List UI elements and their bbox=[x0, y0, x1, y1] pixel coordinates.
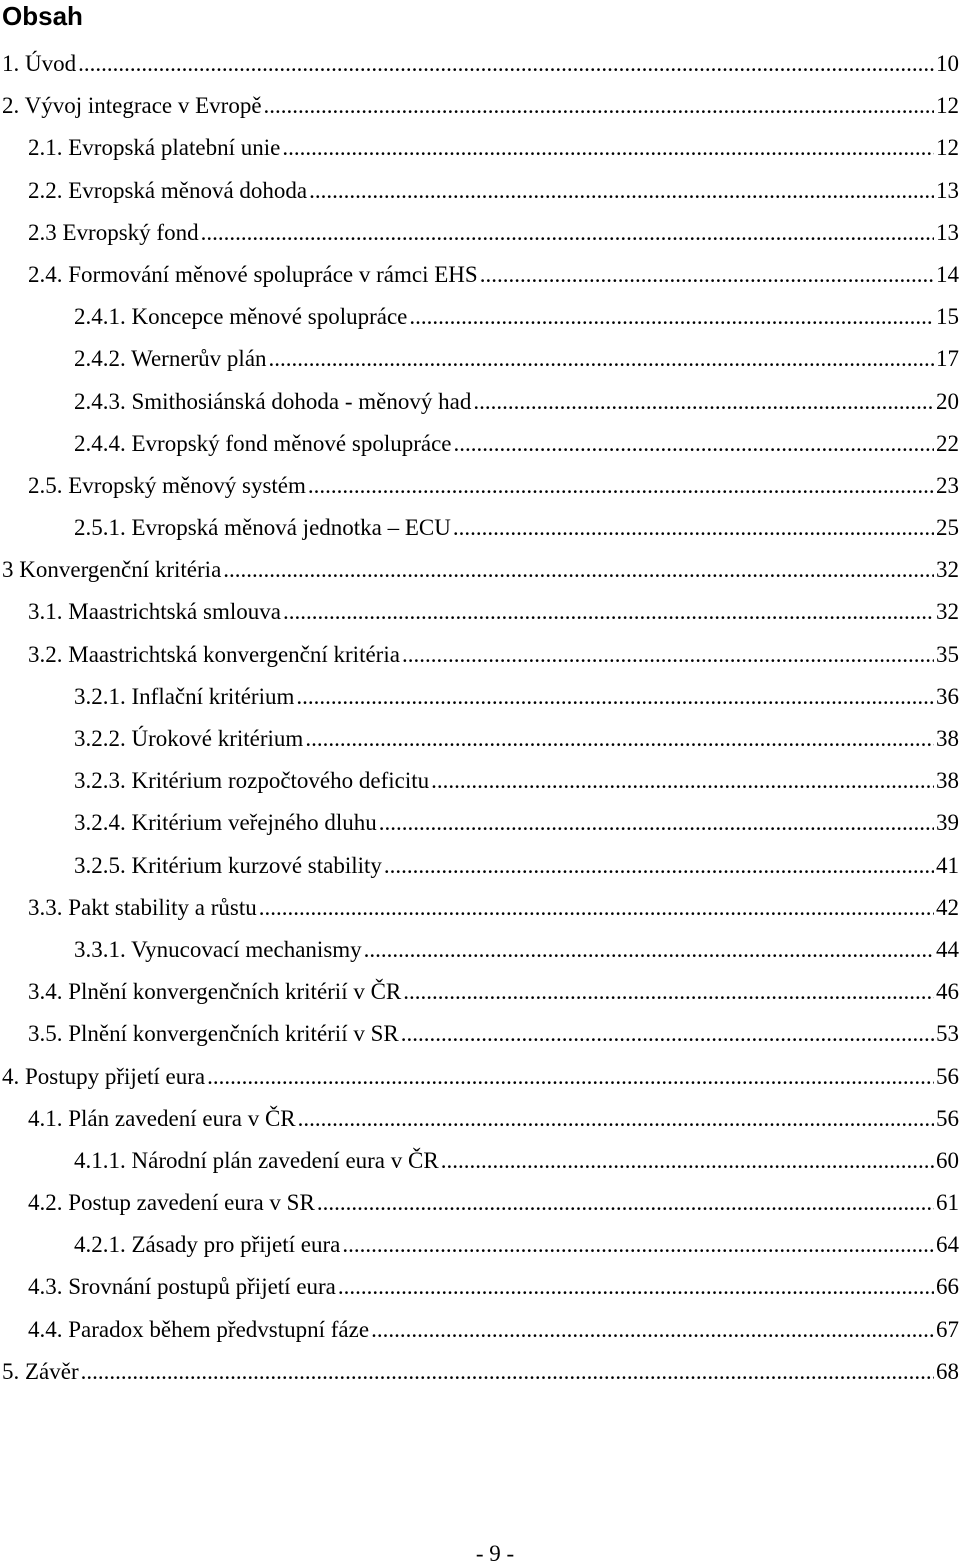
toc-entry-page: 56 bbox=[936, 1105, 959, 1131]
toc-entry[interactable] bbox=[0, 676, 960, 718]
toc-entry-label: 2.3 Evropský fond bbox=[28, 219, 199, 245]
toc-entry[interactable] bbox=[0, 423, 960, 465]
toc-dot-leader bbox=[264, 85, 934, 127]
toc-dot-leader bbox=[282, 127, 934, 169]
toc-entry-label: 2. Vývoj integrace v Evropě bbox=[2, 93, 262, 119]
toc-dot-leader bbox=[371, 1309, 934, 1351]
toc-entry-label: 3.2. Maastrichtská konvergenční kritéria bbox=[28, 641, 400, 667]
toc-dot-leader bbox=[317, 1182, 934, 1224]
toc-entry-page: 38 bbox=[936, 768, 959, 794]
toc-entry-label: 1. Úvod bbox=[2, 51, 77, 76]
toc-entry-page: 61 bbox=[936, 1190, 959, 1216]
toc-entry-page: 17 bbox=[936, 346, 959, 372]
toc-entry-label: 3.4. Plnění konvergenčních kritérií v ČR bbox=[28, 979, 402, 1005]
toc-entry-label: 3.3.1. Vynucovací mechanismy bbox=[74, 936, 362, 962]
toc-entry-page: 14 bbox=[936, 261, 959, 287]
toc-dot-leader bbox=[409, 296, 934, 338]
toc-entry[interactable] bbox=[0, 170, 960, 212]
toc-entry-label: 3.3. Pakt stability a růstu bbox=[28, 894, 257, 920]
toc-entry-page: 44 bbox=[936, 936, 959, 962]
toc-entry-label: 2.4.1. Koncepce měnové spolupráce bbox=[74, 304, 408, 330]
toc-dot-leader bbox=[403, 971, 934, 1013]
toc-entry-label: 4.3. Srovnání postupů přijetí eura bbox=[28, 1274, 336, 1300]
toc-entry-label: 2.4.2. Wernerův plán bbox=[74, 346, 267, 372]
toc-entry-label: 2.2. Evropská měnová dohoda bbox=[28, 177, 308, 203]
toc-entry-page: 64 bbox=[936, 1232, 959, 1258]
toc-dot-leader bbox=[473, 381, 934, 423]
toc-entry-label: 3 Konvergenční kritéria bbox=[2, 557, 222, 583]
toc-entry-label: 4.2.1. Zásady pro přijetí eura bbox=[74, 1232, 341, 1258]
toc-entry-label: 2.5.1. Evropská měnová jednotka – ECU bbox=[74, 515, 451, 541]
toc-entry-page: 66 bbox=[936, 1274, 959, 1300]
toc-dot-leader bbox=[364, 929, 934, 971]
toc-entry[interactable] bbox=[0, 887, 960, 929]
toc-dot-leader bbox=[441, 1140, 934, 1182]
toc-entry-label: 3.2.2. Úrokové kritérium bbox=[74, 726, 304, 751]
toc-entry[interactable] bbox=[0, 85, 960, 127]
toc-entry-page: 53 bbox=[936, 1021, 959, 1047]
toc-entry-page: 36 bbox=[936, 683, 959, 709]
toc-entry-label: 3.2.4. Kritérium veřejného dluhu bbox=[74, 810, 377, 836]
toc-entry[interactable] bbox=[0, 465, 960, 507]
toc-entry-page: 12 bbox=[936, 135, 959, 161]
toc-entry[interactable] bbox=[0, 1013, 960, 1055]
toc-entry[interactable] bbox=[0, 507, 960, 549]
toc-dot-leader bbox=[305, 718, 934, 760]
toc-entry-label: 2.4. Formování měnové spolupráce v rámci EHS bbox=[28, 261, 478, 287]
toc-entry-label: 3.1. Maastrichtská smlouva bbox=[28, 599, 281, 625]
toc-entry-page: 25 bbox=[936, 515, 959, 541]
toc-entry-label: 5. Závěr bbox=[2, 1358, 79, 1384]
toc-entry-page: 46 bbox=[936, 979, 959, 1005]
toc-entry[interactable] bbox=[0, 845, 960, 887]
toc-entry-page: 12 bbox=[936, 93, 959, 119]
toc-dot-leader bbox=[259, 887, 934, 929]
toc-entry[interactable] bbox=[0, 1140, 960, 1182]
toc-dot-leader bbox=[401, 1013, 934, 1055]
toc-entry-page: 10 bbox=[936, 51, 959, 76]
toc-entry[interactable] bbox=[0, 971, 960, 1013]
toc-dot-leader bbox=[283, 591, 934, 633]
toc-dot-leader bbox=[78, 43, 934, 85]
toc-dot-leader bbox=[207, 1056, 934, 1098]
toc-entry-page: 60 bbox=[936, 1147, 959, 1173]
toc-entry-page: 23 bbox=[936, 472, 959, 498]
toc-entry-page: 42 bbox=[936, 894, 959, 920]
page-number: - 9 - bbox=[475, 1541, 515, 1566]
toc-dot-leader bbox=[454, 423, 934, 465]
toc-entry[interactable] bbox=[0, 591, 960, 633]
toc-entry-page: 15 bbox=[936, 304, 959, 330]
toc-entry[interactable] bbox=[0, 1309, 960, 1351]
toc-entry-page: 68 bbox=[936, 1358, 959, 1384]
toc-entry[interactable] bbox=[0, 1224, 960, 1266]
toc-entry[interactable] bbox=[0, 338, 960, 380]
toc-dot-leader bbox=[309, 170, 934, 212]
toc-entry-page: 56 bbox=[936, 1063, 959, 1089]
toc-entry[interactable] bbox=[0, 254, 960, 296]
toc-dot-leader bbox=[402, 634, 934, 676]
toc-entry[interactable] bbox=[0, 381, 960, 423]
toc-dot-leader bbox=[431, 760, 934, 802]
toc-dot-leader bbox=[269, 338, 934, 380]
toc-entry-label: 4.2. Postup zavedení eura v SR bbox=[28, 1190, 315, 1216]
toc-entry-label: 3.2.5. Kritérium kurzové stability bbox=[74, 852, 382, 878]
toc-entry-page: 35 bbox=[936, 641, 959, 667]
toc-entry[interactable] bbox=[0, 549, 960, 591]
toc-entry-page: 38 bbox=[936, 726, 959, 751]
toc-entry-label: 2.5. Evropský měnový systém bbox=[28, 472, 306, 498]
toc-entry[interactable] bbox=[0, 634, 960, 676]
toc-entry-page: 32 bbox=[936, 599, 959, 625]
toc-entry-page: 13 bbox=[936, 177, 959, 203]
toc-dot-leader bbox=[453, 507, 934, 549]
toc-entry[interactable] bbox=[0, 802, 960, 844]
toc-dot-leader bbox=[384, 845, 934, 887]
toc-entry-label: 2.4.3. Smithosiánská dohoda - měnový had bbox=[74, 388, 472, 414]
toc-entry[interactable] bbox=[0, 127, 960, 169]
toc-dot-leader bbox=[298, 1098, 934, 1140]
toc-dot-leader bbox=[296, 676, 934, 718]
toc-entry[interactable] bbox=[0, 1098, 960, 1140]
toc-entry[interactable] bbox=[0, 1182, 960, 1224]
table-of-contents bbox=[0, 43, 960, 1393]
toc-dot-leader bbox=[308, 465, 934, 507]
toc-entry[interactable] bbox=[0, 1266, 960, 1308]
toc-entry-page: 13 bbox=[936, 219, 959, 245]
toc-entry-page: 32 bbox=[936, 557, 959, 583]
toc-entry-label: 3.2.1. Inflační kritérium bbox=[74, 683, 295, 709]
toc-entry[interactable] bbox=[0, 212, 960, 254]
page-title: Obsah bbox=[2, 1, 83, 31]
toc-dot-leader bbox=[342, 1224, 934, 1266]
toc-entry[interactable] bbox=[0, 1056, 960, 1098]
toc-entry[interactable] bbox=[0, 43, 960, 85]
toc-entry-label: 4.4. Paradox během předvstupní fáze bbox=[28, 1316, 370, 1342]
toc-dot-leader bbox=[223, 549, 934, 591]
toc-entry[interactable] bbox=[0, 1351, 960, 1393]
toc-dot-leader bbox=[81, 1351, 934, 1393]
toc-entry[interactable] bbox=[0, 296, 960, 338]
toc-entry-page: 22 bbox=[936, 430, 959, 456]
toc-entry[interactable] bbox=[0, 929, 960, 971]
toc-dot-leader bbox=[379, 802, 934, 844]
toc-entry-page: 20 bbox=[936, 388, 959, 414]
toc-entry-page: 41 bbox=[936, 852, 959, 878]
toc-dot-leader bbox=[338, 1266, 934, 1308]
toc-entry-label: 4.1.1. Národní plán zavedení eura v ČR bbox=[74, 1147, 439, 1173]
toc-entry[interactable] bbox=[0, 718, 960, 760]
toc-dot-leader bbox=[201, 212, 934, 254]
toc-entry-label: 4. Postupy přijetí eura bbox=[2, 1063, 206, 1089]
toc-entry-page: 39 bbox=[936, 810, 959, 836]
toc-entry[interactable] bbox=[0, 760, 960, 802]
toc-entry-label: 3.5. Plnění konvergenčních kritérií v SR bbox=[28, 1021, 399, 1047]
toc-entry-label: 2.1. Evropská platební unie bbox=[28, 135, 281, 161]
toc-entry-page: 67 bbox=[936, 1316, 959, 1342]
toc-entry-label: 4.1. Plán zavedení eura v ČR bbox=[28, 1105, 296, 1131]
toc-entry-label: 2.4.4. Evropský fond měnové spolupráce bbox=[74, 430, 452, 456]
toc-dot-leader bbox=[480, 254, 934, 296]
toc-entry-label: 3.2.3. Kritérium rozpočtového deficitu bbox=[74, 768, 430, 794]
